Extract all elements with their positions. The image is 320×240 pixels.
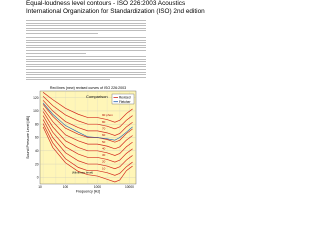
x-tick-label: 10000 [125, 185, 134, 189]
curve-label: 80 [102, 119, 106, 124]
legend-label: Fletcher [119, 99, 131, 104]
curve-label: 60 [102, 133, 106, 138]
chart-title: Red lines (new) revised curves of ISO 226:2003 [49, 86, 127, 90]
y-tick-label: 40 [34, 148, 39, 153]
curve-label: 90 phon [102, 113, 113, 118]
y-tick-label: 80 [34, 122, 39, 127]
title-line-2: International Organization for Standardization (ISO) 2nd edition [26, 8, 205, 15]
curve-label: 50 [102, 139, 106, 144]
x-tick-label: 1000 [93, 185, 102, 189]
title-line-1: Equal-loudness level contours - ISO 226:2003 Acoustics [26, 0, 186, 7]
y-tick-label: 100 [33, 109, 39, 114]
y-tick-label: 60 [34, 135, 39, 140]
x-tick-label: 100 [62, 185, 69, 189]
x-axis-label: Frequency [Hz] [75, 189, 101, 194]
curve-label: 40 [102, 146, 106, 151]
legend-label: Revised [119, 95, 131, 100]
curve-label: 10 [102, 166, 106, 171]
annotation-comparison: Comparison [86, 94, 108, 99]
x-tick-label: 10 [38, 185, 42, 189]
y-tick-label: 0 [36, 175, 39, 180]
y-tick-label: 20 [34, 162, 39, 167]
y-tick-label: 120 [33, 95, 39, 100]
curve-label: 70 [102, 126, 106, 131]
annotation-minimum-level: (Minimum level) [72, 170, 94, 175]
y-axis-label: Sound Pressure Level [dB] [26, 116, 30, 159]
curve-label: 20 [102, 159, 106, 164]
curve-label: 30 [102, 153, 106, 158]
